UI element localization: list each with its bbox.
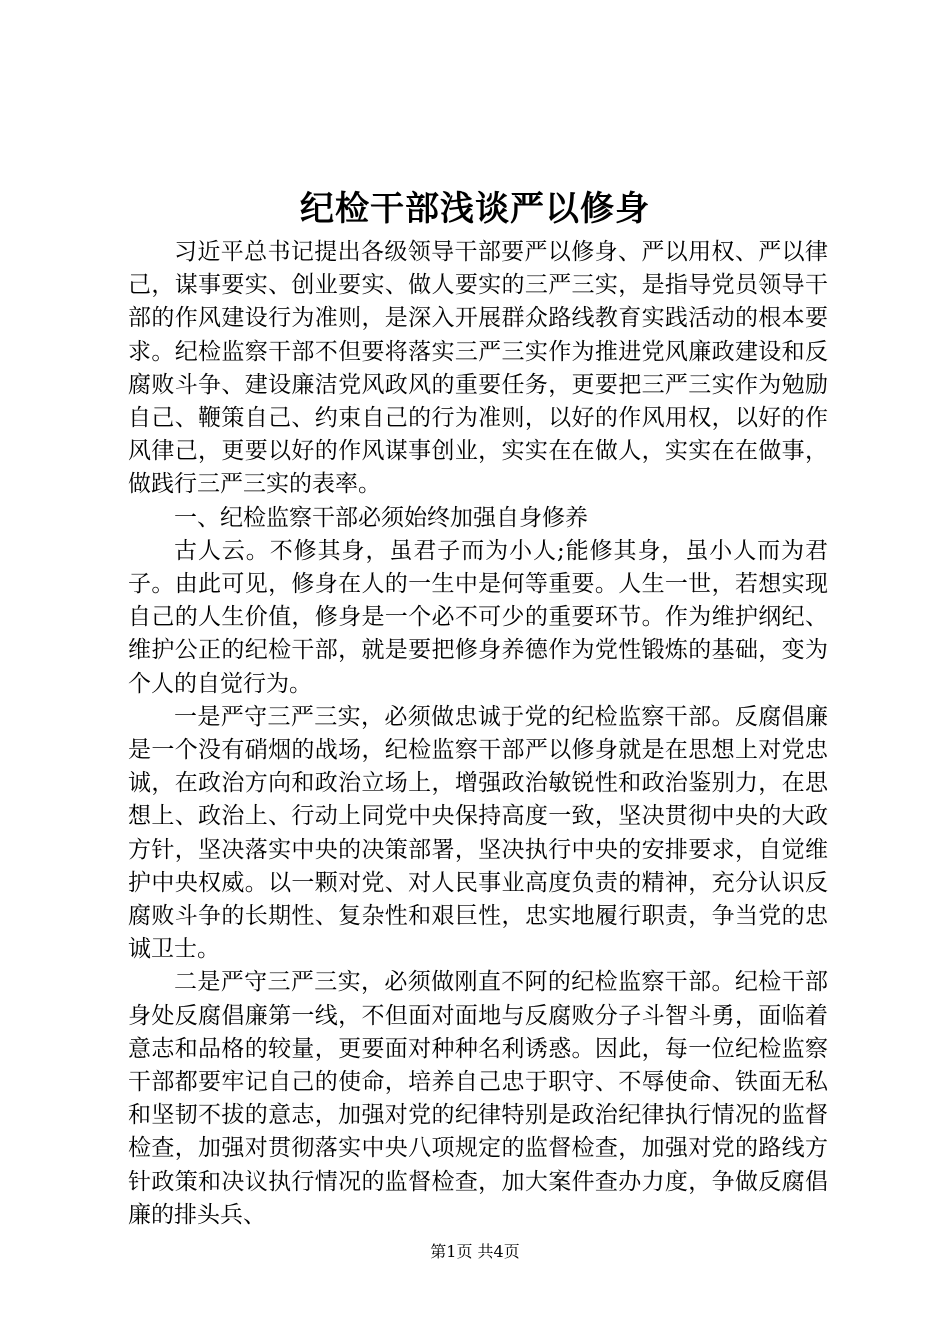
- paragraph-ancient-saying: 古人云。不修其身，虽君子而为小人;能修其身，虽小人而为君子。由此可见，修身在人的一生中是何等重要。人生一世，若想实现自己的人生价值，修身是一个必不可少的重要环节。作为维护纲纪、维护公正的纪检干部，就是要把修身养德作为党性锻炼的基础，变为个人的自觉行为。: [128, 537, 828, 697]
- document-body: [128, 236, 828, 1232]
- section-heading-1: 一、纪检监察干部必须始终加强自身修养: [174, 504, 588, 531]
- paragraph-point-two: 二是严守三严三实，必须做刚直不阿的纪检监察干部。纪检干部身处反腐倡廉第一线，不但面对面地与反腐败分子斗智斗勇，面临着意志和品格的较量，更要面对种种名利诱惑。因此，每一位纪检监察干部都要牢记自己的使命，培养自己忠于职守、不辱使命、铁面无私和坚韧不拔的意志，加强对党的纪律特别是政治纪律执行情况的监督检查，加强对贯彻落实中央八项规定的监督检查，加强对党的路线方针政策和决议执行情况的监督检查，加大案件查办力度，争做反腐倡廉的排头兵、: [128, 969, 828, 1228]
- paragraph-point-one: 一是严守三严三实，必须做忠诚于党的纪检监察干部。反腐倡廉是一个没有硝烟的战场，纪检监察干部严以修身就是在思想上对党忠诚，在政治方向和政治立场上，增强政治敏锐性和政治鉴别力，在思想上、政治上、行动上同党中央保持高度一致，坚决贯彻中央的大政方针，坚决落实中央的决策部署，坚决执行中央的安排要求，自觉维护中央权威。以一颗对党、对人民事业高度负责的精神，充分认识反腐败斗争的长期性、复杂性和艰巨性，忠实地履行职责，争当党的忠诚卫士。: [128, 703, 828, 963]
- page-footer: 第1页 共4页: [430, 1242, 520, 1261]
- document-title: 纪检干部浅谈严以修身: [300, 189, 650, 229]
- paragraph-intro: 习近平总书记提出各级领导干部要严以修身、严以用权、严以律己，谋事要实、创业要实、做人要实的三严三实，是指导党员领导干部的作风建设行为准则，是深入开展群众路线教育实践活动的根本要求。纪检监察干部不但要将落实三严三实作为推进党风廉政建设和反腐败斗争、建设廉洁党风政风的重要任务，更要把三严三实作为勉励自己、鞭策自己、约束自己的行为准则，以好的作风用权，以好的作风律己，更要以好的作风谋事创业，实实在在做人，实实在在做事，做践行三严三实的表率。: [128, 239, 828, 498]
